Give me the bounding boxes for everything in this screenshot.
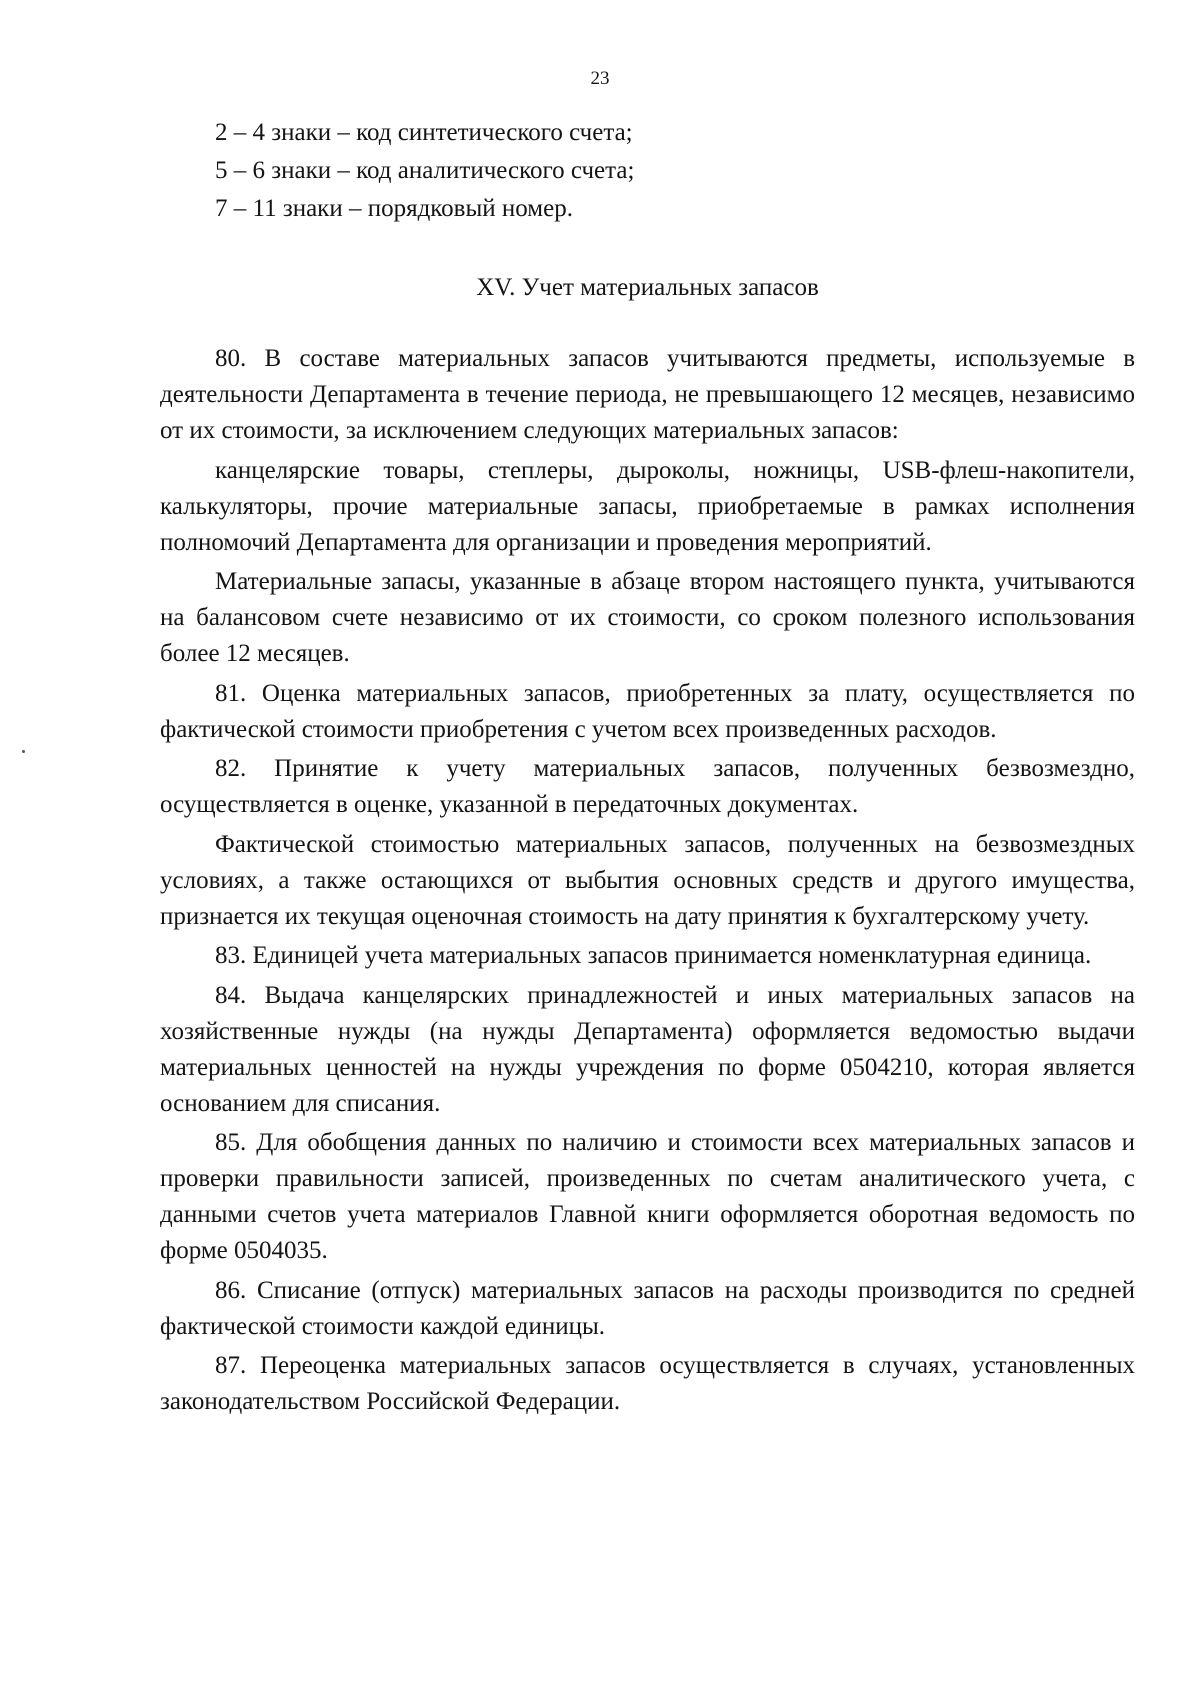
section-heading: XV. Учет материальных запасов: [476, 274, 819, 301]
code-description-line: 2 – 4 знаки – код синтетического счета;: [215, 119, 633, 146]
paragraph-82-valuation: Фактической стоимостью материальных запасов, полученных на безвозмездных условиях, а также остающихся от выбытия основных средств и другого имущества, признается их текущая оценочная стоимость на дату принятия к бухгалтерскому учету.: [160, 830, 1135, 930]
document-body: [160, 114, 1135, 1424]
paragraph-80-exceptions: канцелярские товары, степлеры, дыроколы, ножницы, USB-флеш-накопители, калькуляторы, прочие материальные запасы, приобретаемые в рамках исполнения полномочий Департамента для организации и проведения мероприятий.: [160, 456, 1135, 556]
paragraph-84: 84. Выдача канцелярских принадлежностей и иных материальных запасов на хозяйственные нужды (на нужды Департамента) оформляется ведомостью выдачи материальных ценностей на нужды учреждения по форме 0504210, которая является основанием для списания.: [160, 981, 1135, 1117]
paragraph-80: 80. В составе материальных запасов учитываются предметы, используемые в деятельности Департамента в течение периода, не превышающего 12 месяцев, независимо от их стоимости, за исключением следующих материальных запасов:: [160, 345, 1135, 444]
paragraph-81: 81. Оценка материальных запасов, приобретенных за плату, осуществляется по фактической стоимости приобретения с учетом всех произведенных расходов.: [160, 679, 1135, 743]
paragraph-80-note: Материальные запасы, указанные в абзаце втором настоящего пункта, учитываются на балансовом счете независимо от их стоимости, со сроком полезного использования более 12 месяцев.: [160, 568, 1135, 667]
scan-dot-mark: [22, 750, 25, 753]
paragraph-82: 82. Принятие к учету материальных запасов, полученных безвозмездно, осуществляется в оценке, указанной в передаточных документах.: [160, 755, 1135, 818]
page-number: 23: [590, 68, 610, 89]
paragraph-87: 87. Переоценка материальных запасов осуществляется в случаях, установленных законодательством Российской Федерации.: [160, 1352, 1135, 1415]
paragraph-83: 83. Единицей учета материальных запасов принимается номенклатурная единица.: [215, 942, 1092, 969]
code-description-line: 5 – 6 знаки – код аналитического счета;: [215, 157, 635, 184]
paragraph-85: 85. Для обобщения данных по наличию и стоимости всех материальных запасов и проверки правильности записей, произведенных по счетам аналитического учета, с данными счетов учета материалов Главной книги оформляется оборотная ведомость по форме 0504035.: [160, 1129, 1135, 1264]
code-description-line: 7 – 11 знаки – порядковый номер.: [215, 195, 573, 222]
paragraph-86: 86. Списание (отпуск) материальных запасов на расходы производится по средней фактической стоимости каждой единицы.: [160, 1276, 1135, 1340]
